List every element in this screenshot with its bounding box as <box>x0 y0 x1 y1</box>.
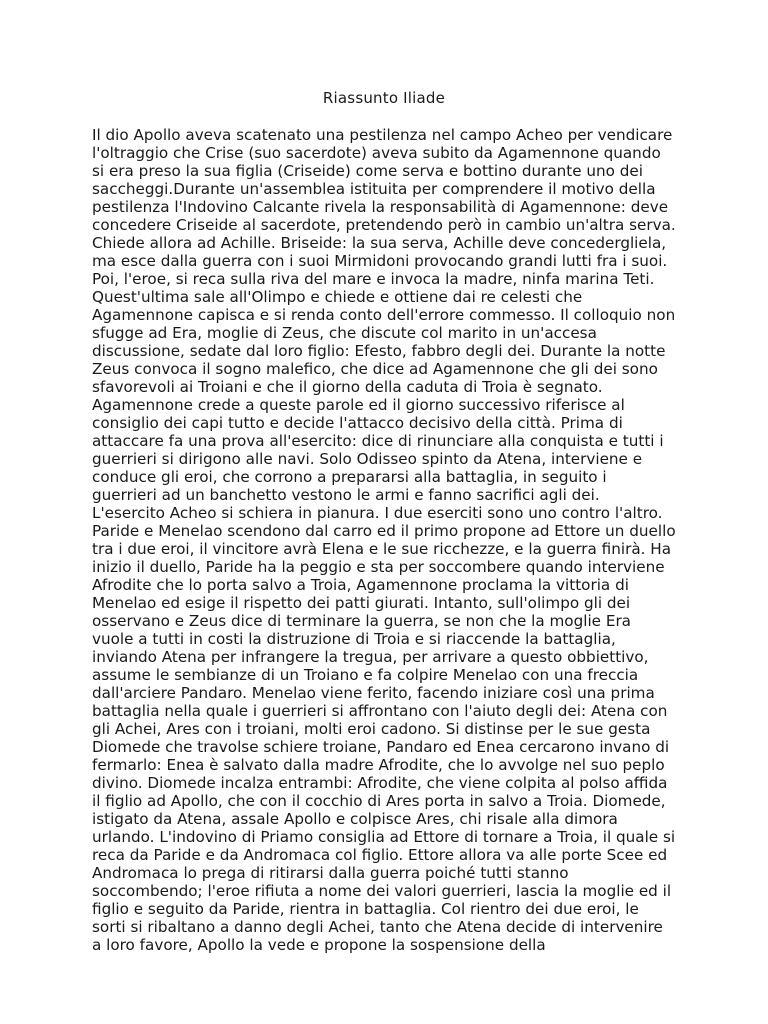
document-title: Riassunto Iliade <box>322 89 446 107</box>
document-page <box>92 88 676 954</box>
document-body-paragraph: Il dio Apollo aveva scatenato una pestilenza nel campo Acheo per vendicare l'oltraggio che Crise (suo sacerdote) aveva subito da Agamennone quando si era preso la sua figlia (Criseide) come serva e bottino durante uno dei saccheggi.Durante un'assemblea istituita per comprendere il motivo della pestilenza l'Indovino Calcante rivela la responsabilità di Agamennone: deve concedere Criseide al sacerdote, pretendendo però in cambio un'altra serva. Chiede allora ad Achille. Briseide: la sua serva, Achille deve concedergliela, ma esce dalla guerra con i suoi Mirmidoni provocando grandi lutti fra i suoi. Poi, l'eroe, si reca sulla riva del mare e invoca la madre, ninfa marina Teti. Quest'ultima sale all'Olimpo e chiede e ottiene dai re celesti che Agamennone capisca e si renda conto dell'errore commesso. Il colloquio non sfugge ad Era, moglie di Zeus, che discute col marito in un'accesa discussione, sedate dal loro figlio: Efesto, fabbro degli dei. Durante la notte Zeus convoca il sogno malefico, che dice ad Agamennone che gli dei sono sfavorevoli ai Troiani e che il giorno della caduta di Troia è segnato. Agamennone crede a queste parole ed il giorno successivo riferisce al consiglio dei capi tutto e decide l'attacco decisivo della città. Prima di attaccare fa una prova all'esercito: dice di rinunciare alla conquista e tutti i guerrieri si dirigono alle navi. Solo Odisseo spinto da Atena, interviene e conduce gli eroi, che corrono a prepararsi alla battaglia, in seguito i guerrieri ad un banchetto vestono le armi e fanno sacrifici agli dei. L'esercito Acheo si schiera in pianura. I due eserciti sono uno contro l'altro. Paride e Menelao scendono dal carro ed il primo propone ad Ettore un duello tra i due eroi, il vincitore avrà Elena e le sue ricchezze, e la guerra finirà. Ha inizio il duello, Paride ha la peggio e sta per soccombere quando interviene Afrodite che lo porta salvo a Troia, Agamennone proclama la vittoria di Menelao ed esige il rispetto dei patti giurati. Intanto, sull'olimpo gli dei osservano e Zeus dice di terminare la guerra, se non che la moglie Era vuole a tutti in costi la distruzione di Troia e si riaccende la battaglia, inviando Atena per infrangere la tregua, per arrivare a questo obbiettivo, assume le sembianze di un Troiano e fa colpire Menelao con una freccia dall'arciere Pandaro. Menelao viene ferito, facendo iniziare così una prima battaglia nella quale i guerrieri si affrontano con l'aiuto degli dei: Atena con gli Achei, Ares con i troiani, molti eroi cadono. Si distinse per le sue gesta Diomede che travolse schiere troiane, Pandaro ed Enea cercarono invano di fermarlo: Enea è salvato dalla madre Afrodite, che lo avvolge nel suo peplo divino. Diomede incalza entrambi: Afrodite, che viene colpita al polso affida il figlio ad Apollo, che con il cocchio di Ares porta in salvo a Troia. Diomede, istigato da Atena, assale Apollo e colpisce Ares, chi risale alla dimora urlando. L'indovino di Priamo consiglia ad Ettore di tornare a Troia, il quale si reca da Paride e da Andromaca col figlio. Ettore allora va alle porte Scee ed Andromaca lo prega di ritirarsi dalla guerra poiché tutti stanno soccombendo; l'eroe rifiuta a nome dei valori guerrieri, lascia la moglie ed il figlio e seguito da Paride, rientra in battaglia. Col rientro dei due eroi, le sorti si ribaltano a danno degli Achei, tanto che Atena decide di intervenire a loro favore, Apollo la vede e propone la sospensione della <box>92 126 676 954</box>
